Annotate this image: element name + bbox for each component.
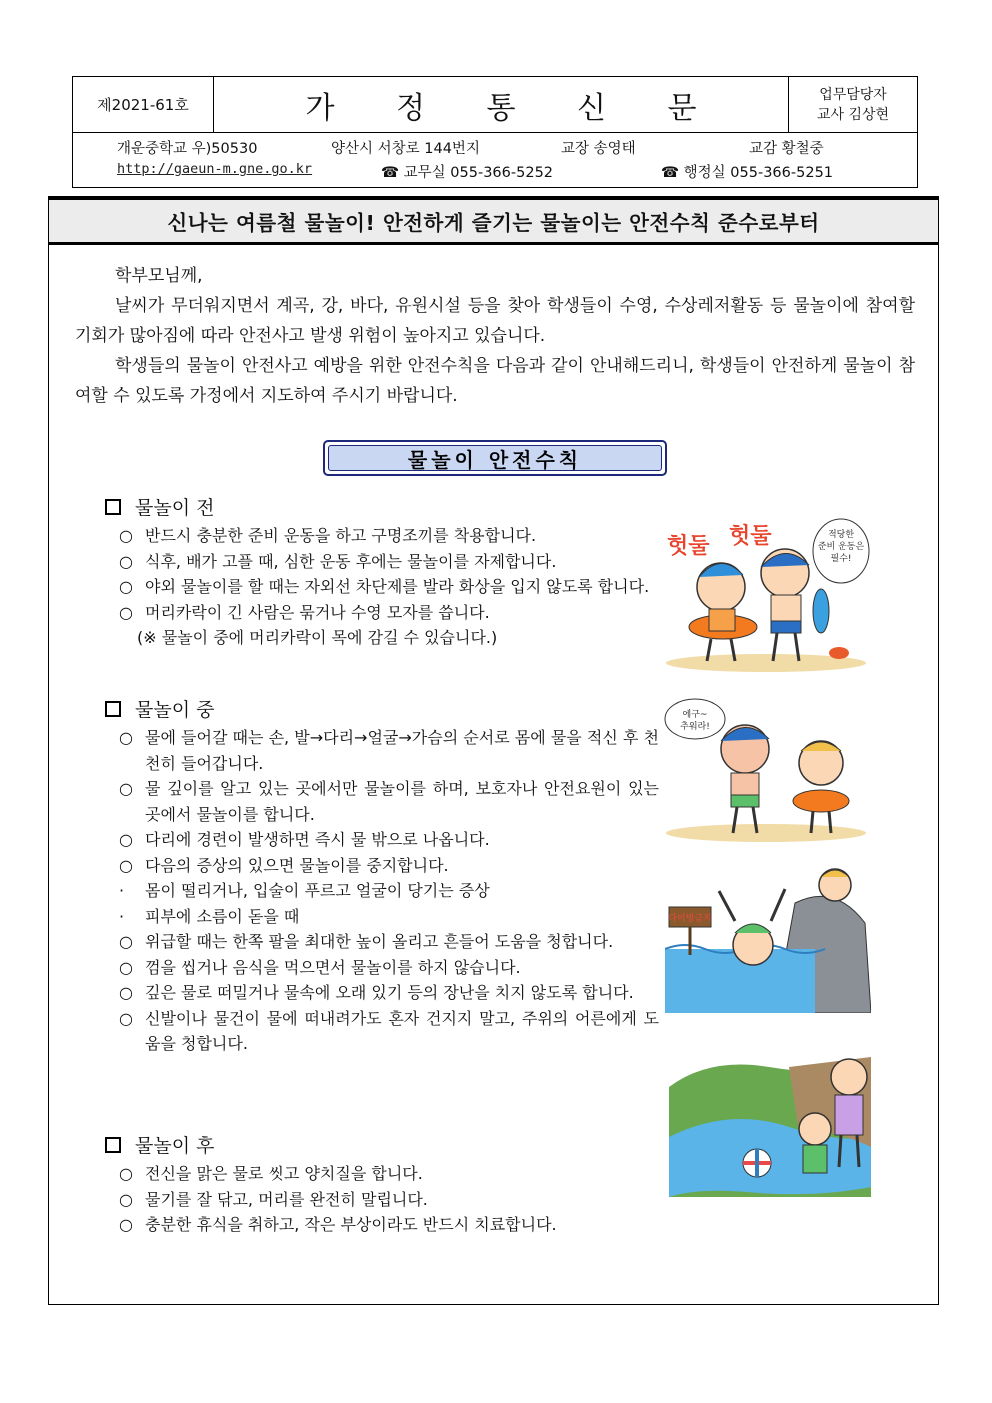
circle-bullet-icon: ○ — [119, 602, 133, 622]
circle-bullet-icon: ○ — [119, 855, 133, 875]
circle-bullet-icon: ○ — [119, 983, 133, 1002]
list-item: ○ 위급할 때는 한쪽 팔을 최대한 높이 올리고 흔들어 도움을 청합니다. — [119, 929, 659, 955]
dot-bullet-icon: · — [119, 881, 125, 900]
warmup-word-2: 헛둘 — [729, 524, 772, 549]
checkbox-square-icon — [105, 499, 121, 515]
list-item: ○ 다리에 경련이 발생하면 즉시 물 밖으로 나옵니다. — [119, 827, 659, 853]
header-info-row — [73, 133, 917, 187]
sub-list-item: · 몸이 떨리거나, 입술이 푸르고 얼굴이 당기는 증상 — [119, 878, 659, 904]
list-item: ○ 껌을 씹거나 음식을 먹으면서 물놀이를 하지 않습니다. — [119, 955, 659, 981]
svg-text:준비 운동은: 준비 운동은 — [817, 542, 865, 552]
section-before-title: 물놀이 전 — [135, 497, 215, 519]
list-item: ○ 물 깊이를 알고 있는 곳에서만 물놀이를 하며, 보호자나 안전요원이 있는 곳에서 물놀이를 합니다. — [119, 776, 659, 827]
staff-in-charge — [788, 77, 917, 132]
circle-bullet-icon: ○ — [119, 577, 133, 596]
cold-cartoon-illustration — [661, 693, 871, 843]
newsletter-header — [72, 76, 918, 188]
list-item: ○ 머리카락이 긴 사람은 묶거나 수영 모자를 씁니다. — [119, 600, 659, 626]
list-item: ○ 신발이나 물건이 물에 떠내려가도 혼자 건지지 말고, 주위의 어른에게 도움을 청합니다. — [119, 1006, 659, 1057]
warmup-cartoon-illustration — [661, 515, 871, 673]
circle-bullet-icon: ○ — [119, 1164, 133, 1183]
list-item: ○ 다음의 증상의 있으면 물놀이를 중지합니다. — [119, 853, 659, 879]
greeting: 학부모님께, — [115, 266, 203, 286]
section-before-list — [119, 523, 659, 651]
safety-rules-heading-text: 물놀이 안전수칙 — [328, 445, 662, 471]
svg-text:적당한: 적당한 — [827, 530, 855, 540]
list-item: ○ 야외 물놀이를 할 때는 자외선 차단제를 발라 화상을 입지 않도록 합니다. — [119, 574, 659, 600]
guidance-paragraph: 학생들의 물놀이 안전사고 예방을 위한 안전수칙을 다음과 같이 안내해드리니, 학생들이 안전하게 물놀이 참여할 수 있도록 가정에서 지도하여 주시기 바랍니다. — [75, 356, 915, 406]
list-item: ○ 전신을 맑은 물로 씻고 양치질을 합니다. — [119, 1161, 659, 1187]
document-title: 가 정 통 신 문 — [305, 90, 723, 126]
circle-bullet-icon: ○ — [119, 957, 133, 977]
staff-name: 교사 김상현 — [816, 106, 890, 123]
school-address: 양산시 서창로 144번지 — [331, 141, 480, 157]
list-note: (※ 물놀이 중에 머리카락이 목에 감길 수 있습니다.) — [137, 628, 498, 647]
section-during-list — [119, 725, 659, 1057]
stream-cartoon-illustration — [669, 1047, 871, 1197]
school-postcode: 개운중학교 우)50530 — [117, 141, 258, 157]
vice-principal: 교감 황철중 — [749, 141, 824, 157]
list-item: ○ 반드시 충분한 준비 운동을 하고 구명조끼를 착용합니다. — [119, 523, 659, 549]
list-item: ○ 깊은 물로 떠밀거나 물속에 오래 있기 등의 장난을 치지 않도록 합니다. — [119, 980, 659, 1006]
svg-text:추워라!: 추워라! — [680, 722, 710, 732]
issue-number: 제2021-61호 — [73, 77, 214, 132]
headline-banner: 신나는 여름철 물놀이! 안전하게 즐기는 물놀이는 안전수칙 준수로부터 — [49, 197, 938, 245]
list-item: ○ 물에 들어갈 때는 손, 발→다리→얼굴→가슴의 순서로 몸에 물을 적신 후 천천히 들어갑니다. — [119, 725, 659, 776]
safety-rules-heading — [323, 440, 667, 476]
principal: 교장 송영태 — [561, 141, 636, 157]
checkbox-square-icon — [105, 701, 121, 717]
circle-bullet-icon: ○ — [119, 1189, 133, 1209]
section-after-heading — [105, 1131, 214, 1158]
letter-body — [75, 261, 915, 411]
list-item: ○ 물기를 잘 닦고, 머리를 완전히 말립니다. — [119, 1187, 659, 1213]
danger-sign-text: 다이빙금지 — [668, 914, 712, 924]
diving-warning-illustration — [665, 863, 871, 1013]
warmup-word-1: 헛둘 — [667, 534, 710, 559]
circle-bullet-icon: ○ — [119, 526, 133, 545]
office-phone: ☎ 교무실 055-366-5252 — [381, 165, 554, 181]
circle-bullet-icon: ○ — [119, 1215, 133, 1234]
circle-bullet-icon: ○ — [119, 779, 133, 798]
checkbox-square-icon — [105, 1137, 121, 1153]
circle-bullet-icon: ○ — [119, 830, 133, 849]
school-website-link[interactable]: http://gaeun-m.gne.go.kr — [117, 161, 313, 177]
section-after-title: 물놀이 후 — [135, 1135, 215, 1157]
list-item: ○ 식후, 배가 고플 때, 심한 운동 후에는 물놀이를 자제합니다. — [119, 549, 659, 575]
intro-paragraph: 날씨가 무더워지면서 계곡, 강, 바다, 유원시설 등을 찾아 학생들이 수영, 수상레저활동 등 물놀이에 참여할 기회가 많아짐에 따라 안전사고 발생 위험이 높아지고 있습니다. — [75, 296, 915, 346]
sub-list-item: · 피부에 소름이 돋을 때 — [119, 904, 659, 930]
circle-bullet-icon: ○ — [119, 1008, 133, 1028]
header-top-row — [73, 77, 917, 133]
dot-bullet-icon: · — [119, 906, 125, 926]
circle-bullet-icon: ○ — [119, 728, 133, 747]
list-item: ○ 충분한 휴식을 취하고, 작은 부상이라도 반드시 치료합니다. — [119, 1212, 659, 1238]
circle-bullet-icon: ○ — [119, 551, 133, 571]
section-during-title: 물놀이 중 — [135, 699, 215, 721]
admin-phone: ☎ 행정실 055-366-5251 — [661, 165, 834, 181]
svg-text:필수!: 필수! — [830, 554, 852, 564]
section-during-heading — [105, 695, 214, 722]
section-after-list — [119, 1161, 659, 1238]
circle-bullet-icon: ○ — [119, 932, 133, 951]
staff-role: 업무담당자 — [819, 86, 887, 103]
content-frame — [48, 196, 939, 1305]
svg-text:에구~: 에구~ — [682, 710, 708, 720]
section-before-heading — [105, 493, 214, 520]
